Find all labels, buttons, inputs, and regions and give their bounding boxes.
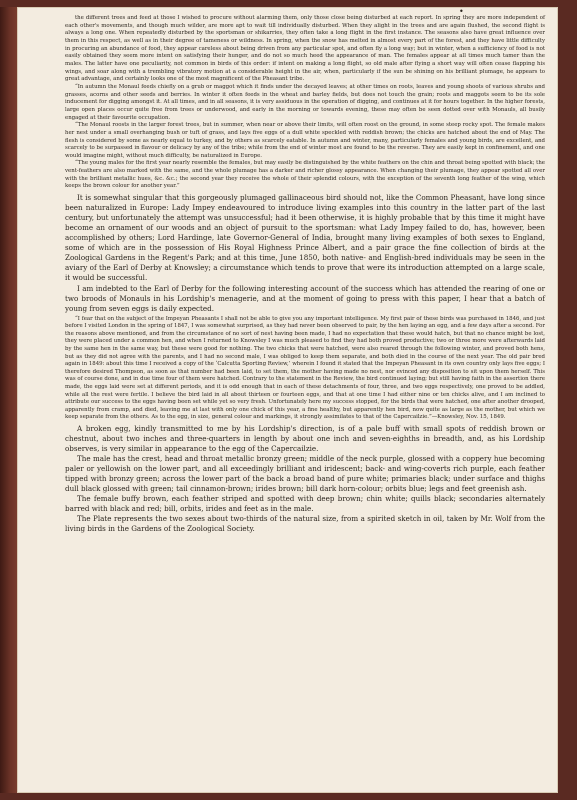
body-paragraph: A broken egg, kindly transmitted to me by his Lordship's direction, is of a pale buff with small spots of reddish brown or chestnut, about two inches and three-quarters in length by about one inch and seven-eighths in breadth, and, as his Lordship observes, is very similar in appearance to the egg of the Capercailzie. [65,423,545,454]
quoted-extract [65,15,545,191]
extract-paragraph: the different trees and feed at those I wished to procure without alarming them, only those close being disturbed at each report. In spring they are more independent of each other's movements, and though much wilder, are more apt to wait till individually disturbed. When they alight in the trees and are again flushed, the second flight is always a long one. When repeatedly disturbed by the sportsman or shikarries, they often take a long flight in the first instance. The seasons also have great influence over them in this respect, as well as in their degree of tameness or wildness. In spring, when the snow has melted in almost every part of the forest, and they have little difficulty in procuring an abundance of food, they appear careless about being driven from any particular spot, and often fly a long way; but in winter, when a sufficiency of food is not easily obtained they seem more intent on satisfying their hunger, and do not so much heed the appearance of man. The females appear at all times much tamer than the males. The latter have one peculiarity, not common in birds of this order: if intent on making a long flight, so old male after flying a short way will often cease flapping his wings, and soar along with a trembling vibratory motion at a considerable height in the air, when, particularly if the sun be shining on his brilliant plumage, he appears to great advantage, and certainly looks one of the most magnificent of the Pheasant tribe. [65,15,545,83]
body-paragraph: The Plate represents the two sexes about two-thirds of the natural size, from a spirited sketch in oil, taken by Mr. Wolf from the living birds in the Gardens of the Zoological Society. [65,514,545,534]
body-paragraph: It is somewhat singular that this gorgeously plumaged gallinaceous bird should not, like the Common Pheasant, have long since been naturalized in Europe: Lady Impey endeavoured to introduce living examples into this country in the latter part of the last century, but unfortunately the attempt was unsuccessful; had it been otherwise, it is highly probable that by this time it might have become an ornament of our woods and an object of pursuit to the sportsman: what Lady Impey failed to do, has, however, been accomplished by others; Lord Hardinge, late Governor-General of India, brought many living examples of both sexes to England, some of which are in the possession of His Royal Highness Prince Albert, and a pair grace the fine collection of birds at the Zoological Gardens in the Regent's Park; and at this time, June 1850, both native- and English-bred individuals may be seen in the aviary of the Earl of Derby at Knowsley; a circumstance which tends to prove that were its introduction attempted on a large scale, it would be successful. [65,193,545,283]
page-text [65,15,545,534]
book-binding [0,7,17,793]
page-mark: • [459,7,464,16]
main-text-1 [65,193,545,314]
extract-paragraph: “The young males for the first year nearly resemble the females, but may easily be distinguished by the white feathers on the chin and throat being spotted with black; the vent-feathers are also marked with the same, and the whole plumage has a darker and richer glossy appearance. When changing their plumage, they appear spotted all over with the brilliant metallic hues, &c. &c.; the second year they receive the whole of their splendid colours, with the exception of the seventh long feather of the wing, which keeps the brown colour for another year.” [65,160,545,190]
extract-paragraph: “The Monaul roosts in the larger forest trees, but in summer, when near or above their limits, will often roost on the ground, in some steep rocky spot. The female makes her nest under a small overhanging bush or tuft of grass, and lays five eggs of a dull white speckled with reddish brown; the chicks are hatched about the end of May. The flesh is considered by some as nearly equal to turkey, and by others as scarcely eatable. In autumn and winter, many, particularly females and young birds, are excellent, and scarcely to be surpassed in flavour or delicacy by any of the tribe; while from the end of winter most are found to be the reverse. They are easily kept in confinement, and one would imagine might, without much difficulty, be naturalized in Europe. [65,122,545,159]
body-paragraph: I am indebted to the Earl of Derby for the following interesting account of the success which has attended the rearing of one or two broods of Monauls in his Lordship's menagerie, and at the moment of going to press with this paper, I hear that a batch of young from seven eggs is daily expected. [65,283,545,313]
body-paragraph: The female buffy brown, each feather striped and spotted with deep brown; chin white; quills black; secondaries alternately barred with black and red; bill, orbits, irides and feet as in the male. [65,494,545,514]
letter-paragraph: “I fear that on the subject of the Impeyan Pheasants I shall not be able to give you any important intelligence. My first pair of these birds was purchased in 1846, and just before I visited London in the spring of 1847, I was somewhat surprised, as they had never been observed to pair, by the hen laying an egg, and a few days after a second. For the reasons above mentioned, and from the circumstance of no sort of nest having been made, I had no expectation that these would hatch, but that no chance might be lost, they were placed under a common hen, and when I returned to Knowsley I was much pleased to find they had both proved productive; two or three more were afterwards laid by the same hen in the same way, but these were good for nothing. The two chicks that were hatched, were also reared through the following winter, and proved both hens, but as they did not agree with the parents, and I had no second male, I was obliged to keep them separate, and both died in the course of the next year. The old pair bred again in 1849: about this time I received a copy of the ‘Calcutta Sporting Review,’ wherein I found it stated that the Impeyan Pheasant in its own country only lays five eggs; I therefore desired Thompson, as soon as that number had been laid, to set them, the mother having made no nest, nor evinced any disposition to sit upon them herself. This was of course done, and in due time four of them were hatched. Contrary to the statement in the Review, the bird continued laying; but still having faith in the assertion there made, the eggs laid were set at different periods, and it is odd enough that in each of these detachments of four, three, and two eggs respectively, one proved to be addled, while all the rest were fertile. I believe the bird laid in all about thirteen or fourteen eggs, and that at one time I had either nine or ten chicks alive, and I am inclined to attribute our success to the eggs having been set while yet so very fresh. Unfortunately here my success stopped, for the birds that were hatched, one after another drooped, apparently from cramp, and died, leaving me at last with only one chick of this year, a fine healthy, but apparently hen bird, now quite as large as the mother, but which we keep separate from the others. As to the egg, in size, general colour and markings, it strongly assimilates to that of the Capercailzie.”—Knowsley, Nov. 15, 1849. [65,315,545,421]
book-page [17,7,558,793]
main-text-2 [65,424,545,535]
letter-extract [65,316,545,422]
extract-paragraph: “In autumn the Monaul feeds chiefly on a grub or maggot which it finds under the decayed leaves; at other times on roots, leaves and young shoots of various shrubs and grasses, acorns and other seeds and berries. In winter it often feeds in the wheat and barley fields, but does not touch the grain; roots and maggots seem to be its sole inducement for digging amongst it. At all times, and in all seasons, it is very assiduous in the operation of digging, and continues at it for hours together. In the higher forests, large open places occur quite free from trees or underwood, and early in the morning or towards evening, these may often be seen dotted over with Monauls, all busily engaged at their favourite occupation. [65,83,545,121]
body-paragraph: The male has the crest, head and throat metallic bronzy green; middle of the neck purple, glossed with a coppery hue becoming paler or yellowish on the lower part, and all exceedingly brilliant and iridescent; back- and wing-coverts rich purple, each feather tipped with bronzy green; across the lower part of the back a broad band of pure white; primaries black; under surface and thighs dull black glossed with green; tail cinnamon-brown; irides brown; bill dark horn-colour; orbits blue; legs and feet greenish ash. [65,454,545,494]
